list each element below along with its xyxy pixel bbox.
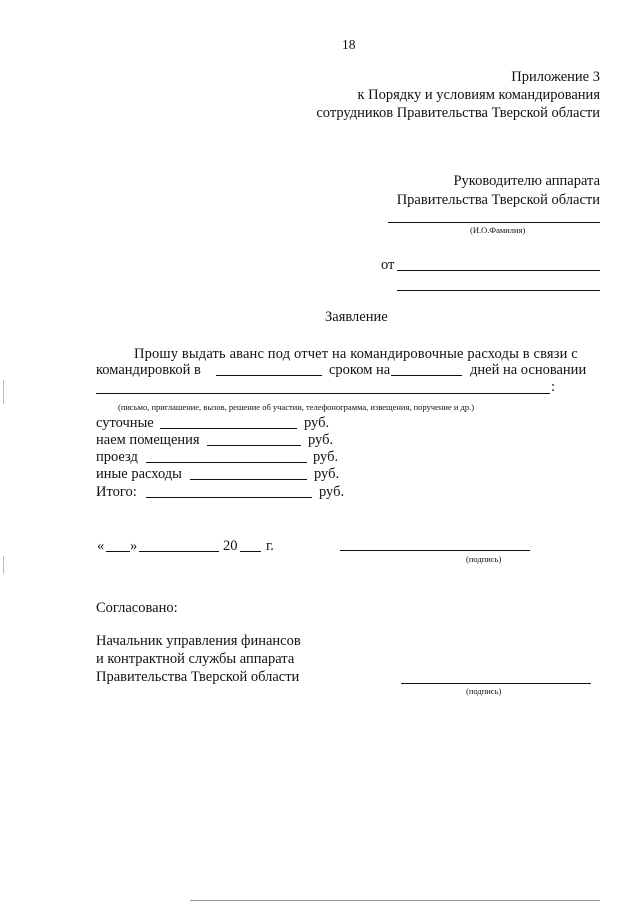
basis-line[interactable] <box>96 393 550 394</box>
page-number: 18 <box>342 37 356 52</box>
appendix-line2: к Порядку и условиям командирования <box>357 87 600 103</box>
date-year-line[interactable] <box>240 551 261 552</box>
from-line-2[interactable] <box>397 290 600 291</box>
basis-caption: (письмо, приглашение, вызов, решение об участии, телефонограмма, извещения, поручение и др.) <box>118 402 475 412</box>
term-label: сроком на <box>329 362 391 378</box>
date-year-suffix: г. <box>266 538 274 554</box>
expense-amount-line[interactable] <box>146 462 307 463</box>
expense-unit: руб. <box>313 449 339 465</box>
expense-amount-line[interactable] <box>207 445 301 446</box>
date-close-quote: » <box>130 538 138 554</box>
scan-mark <box>3 556 4 574</box>
document-title: Заявление <box>325 309 388 325</box>
approver-signature-line[interactable] <box>401 683 591 684</box>
addressee-line1: Руководителю аппарата <box>453 173 600 189</box>
scan-mark <box>3 380 4 404</box>
expense-amount-line[interactable] <box>146 497 312 498</box>
applicant-signature-line[interactable] <box>340 550 530 551</box>
expense-label: Итого: <box>96 484 137 500</box>
approver-line3: Правительства Тверской области <box>96 669 300 685</box>
expense-unit: руб. <box>304 415 330 431</box>
expense-unit: руб. <box>319 484 345 500</box>
trip-destination-line[interactable] <box>216 375 322 376</box>
from-label: от <box>381 257 395 273</box>
basis-colon: : <box>551 379 556 395</box>
expense-amount-line[interactable] <box>160 428 297 429</box>
approver-line2: и контрактной службы аппарата <box>96 651 295 667</box>
date-year-prefix: 20 <box>223 538 238 554</box>
expense-amount-line[interactable] <box>190 479 307 480</box>
expense-label: проезд <box>96 449 138 465</box>
addressee-name-line[interactable] <box>388 222 600 223</box>
trip-days-line[interactable] <box>391 375 462 376</box>
date-day-line[interactable] <box>106 551 130 552</box>
date-month-line[interactable] <box>139 551 219 552</box>
expense-label: наем помещения <box>96 432 200 448</box>
expense-unit: руб. <box>308 432 334 448</box>
appendix-line3: сотрудников Правительства Тверской области <box>316 105 600 121</box>
expense-unit: руб. <box>314 466 340 482</box>
days-label: дней на основании <box>470 362 587 378</box>
from-line-1[interactable] <box>397 270 600 271</box>
body-line1: Прошу выдать аванс под отчет на командировочные расходы в связи с <box>134 346 578 362</box>
appendix-line1: Приложение 3 <box>511 69 600 85</box>
scan-bottom-edge <box>190 900 600 901</box>
date-open-quote: « <box>97 538 105 554</box>
expense-label: иные расходы <box>96 466 182 482</box>
trip-label: командировкой в <box>96 362 201 378</box>
approval-label: Согласовано: <box>96 600 178 616</box>
expense-label: суточные <box>96 415 154 431</box>
approver-line1: Начальник управления финансов <box>96 633 301 649</box>
addressee-line2: Правительства Тверской области <box>396 192 600 208</box>
approver-signature-caption: (подпись) <box>466 686 502 696</box>
name-caption: (И.О.Фамилия) <box>470 225 526 235</box>
applicant-signature-caption: (подпись) <box>466 554 502 564</box>
